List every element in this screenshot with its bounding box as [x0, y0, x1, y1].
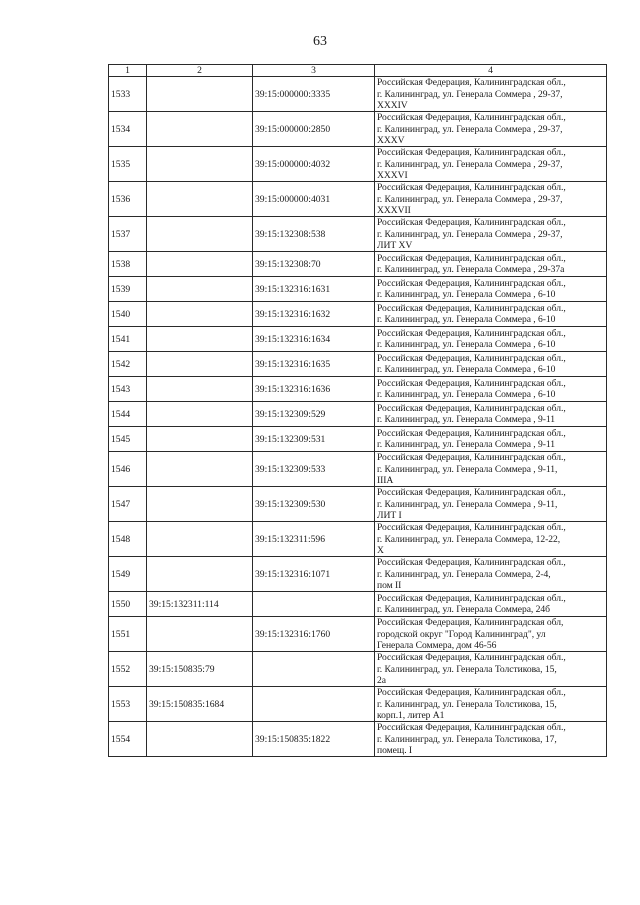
object-cadastral-number: 39:15:132316:1760 — [253, 617, 375, 652]
address-line: г. Калининград, ул. Генерала Соммера , 29-37, — [377, 158, 563, 170]
row-number: 1543 — [109, 377, 147, 402]
land-cadastral-number — [147, 217, 253, 252]
land-cadastral-number — [147, 182, 253, 217]
address-line: Российская Федерация, Калининградская обл., — [377, 522, 566, 534]
row-number: 1548 — [109, 522, 147, 557]
address-line: Российская Федерация, Калининградская обл., — [377, 182, 566, 194]
row-number: 1533 — [109, 77, 147, 112]
address-cell — [375, 217, 607, 252]
land-cadastral-number — [147, 487, 253, 522]
address-line: г. Калининград, ул. Генерала Соммера , 6-10 — [377, 339, 556, 351]
address-line: Российская Федерация, Калининградская обл., — [377, 328, 566, 339]
address-line: г. Калининград, ул. Генерала Соммера , 29-37, — [377, 123, 563, 135]
table-row — [109, 277, 607, 302]
land-cadastral-number — [147, 722, 253, 757]
object-cadastral-number: 39:15:132316:1635 — [253, 352, 375, 377]
address-line: городской округ "Город Калининград", ул — [377, 628, 546, 640]
land-cadastral-number — [147, 452, 253, 487]
object-cadastral-number — [253, 687, 375, 722]
land-cadastral-number: 39:15:150835:1684 — [147, 687, 253, 722]
row-number: 1550 — [109, 592, 147, 617]
table-header — [109, 65, 607, 77]
row-number: 1534 — [109, 112, 147, 147]
row-number: 1551 — [109, 617, 147, 652]
land-cadastral-number — [147, 427, 253, 452]
object-cadastral-number: 39:15:150835:1822 — [253, 722, 375, 757]
address-line: г. Калининград, ул. Генерала Соммера , 29-37, — [377, 193, 563, 205]
address-line: г. Калининград, ул. Генерала Соммера , 6-10 — [377, 289, 556, 301]
table-row — [109, 652, 607, 687]
table-row — [109, 722, 607, 757]
address-cell — [375, 252, 607, 277]
address-line: Российская Федерация, Калининградская обл., — [377, 403, 566, 414]
address-line: г. Калининград, ул. Генерала Соммера , 29-37, — [377, 88, 563, 100]
row-number: 1547 — [109, 487, 147, 522]
address-line: Генерала Соммера, дом 46-56 — [377, 639, 497, 651]
table-row — [109, 452, 607, 487]
table-row — [109, 487, 607, 522]
row-number: 1542 — [109, 352, 147, 377]
address-cell — [375, 77, 607, 112]
table-row — [109, 252, 607, 277]
address-line: г. Калининград, ул. Генерала Соммера , 6-10 — [377, 314, 556, 326]
address-line: XXXV — [377, 134, 405, 146]
object-cadastral-number: 39:15:132316:1632 — [253, 302, 375, 327]
address-cell — [375, 557, 607, 592]
table-row — [109, 112, 607, 147]
address-line: Российская Федерация, Калининградская обл., — [377, 112, 566, 124]
address-line: г. Калининград, ул. Генерала Соммера, 12-22, — [377, 533, 561, 545]
table-row — [109, 377, 607, 402]
address-line: г. Калининград, ул. Генерала Соммера , 6-10 — [377, 389, 556, 401]
address-cell — [375, 402, 607, 427]
page-number: 63 — [313, 34, 327, 49]
table-row — [109, 77, 607, 112]
address-line: Российская Федерация, Калининградская обл., — [377, 593, 566, 604]
address-line: Российская Федерация, Калининградская обл., — [377, 452, 566, 464]
object-cadastral-number: 39:15:132316:1071 — [253, 557, 375, 592]
address-line: 2а — [377, 674, 386, 686]
address-line: г. Калининград, ул. Генерала Соммера , 9-11 — [377, 439, 556, 451]
table-row — [109, 427, 607, 452]
object-cadastral-number: 39:15:000000:4031 — [253, 182, 375, 217]
address-line: Российская Федерация, Калининградская обл, — [377, 617, 564, 629]
address-line: Российская Федерация, Калининградская обл., — [377, 378, 566, 389]
object-cadastral-number: 39:15:132308:70 — [253, 252, 375, 277]
land-cadastral-number — [147, 522, 253, 557]
address-line: г. Калининград, ул. Генерала Соммера , 9-11 — [377, 414, 556, 426]
address-line: г. Калининград, ул. Генерала Толстикова, 15, — [377, 698, 557, 710]
land-cadastral-number — [147, 617, 253, 652]
land-cadastral-number — [147, 352, 253, 377]
land-cadastral-number — [147, 557, 253, 592]
land-cadastral-number: 39:15:132311:114 — [147, 592, 253, 617]
row-number: 1554 — [109, 722, 147, 757]
address-line: Российская Федерация, Калининградская обл., — [377, 217, 566, 229]
land-cadastral-number — [147, 252, 253, 277]
row-number: 1538 — [109, 252, 147, 277]
address-line: XXXVII — [377, 204, 411, 216]
address-line: Российская Федерация, Калининградская обл., — [377, 722, 566, 734]
table-row — [109, 327, 607, 352]
land-cadastral-number — [147, 147, 253, 182]
address-line: корп.1, литер А1 — [377, 709, 445, 721]
address-cell — [375, 182, 607, 217]
row-number: 1546 — [109, 452, 147, 487]
table-row — [109, 522, 607, 557]
header-row — [109, 65, 607, 77]
object-cadastral-number — [253, 652, 375, 687]
row-number: 1536 — [109, 182, 147, 217]
address-line: IIIA — [377, 474, 394, 486]
address-line: ЛИТ I — [377, 509, 402, 521]
address-cell — [375, 487, 607, 522]
table-row — [109, 147, 607, 182]
address-line: Российская Федерация, Калининградская обл., — [377, 652, 566, 664]
address-cell — [375, 592, 607, 617]
address-line: пом II — [377, 579, 402, 591]
object-cadastral-number: 39:15:000000:2850 — [253, 112, 375, 147]
table-row — [109, 302, 607, 327]
address-line: XXXVI — [377, 169, 408, 181]
object-cadastral-number: 39:15:132309:533 — [253, 452, 375, 487]
address-cell — [375, 302, 607, 327]
row-number: 1552 — [109, 652, 147, 687]
table-row — [109, 687, 607, 722]
object-cadastral-number: 39:15:132309:530 — [253, 487, 375, 522]
address-line: Российская Федерация, Калининградская обл., — [377, 487, 566, 499]
table-row — [109, 182, 607, 217]
address-line: Российская Федерация, Калининградская обл., — [377, 147, 566, 159]
row-number: 1540 — [109, 302, 147, 327]
address-cell — [375, 722, 607, 757]
address-cell — [375, 617, 607, 652]
address-line: ЛИТ XV — [377, 239, 413, 251]
row-number: 1539 — [109, 277, 147, 302]
address-cell — [375, 687, 607, 722]
table-row — [109, 592, 607, 617]
address-line: XXXIV — [377, 99, 408, 111]
address-line: г. Калининград, ул. Генерала Соммера , 29-37, — [377, 228, 563, 240]
object-cadastral-number: 39:15:132311:596 — [253, 522, 375, 557]
address-line: Российская Федерация, Калининградская обл., — [377, 303, 566, 314]
registry-table — [108, 64, 607, 757]
table-row — [109, 617, 607, 652]
row-number: 1541 — [109, 327, 147, 352]
object-cadastral-number: 39:15:000000:4032 — [253, 147, 375, 182]
address-cell — [375, 377, 607, 402]
land-cadastral-number — [147, 112, 253, 147]
object-cadastral-number: 39:15:132316:1631 — [253, 277, 375, 302]
table-row — [109, 402, 607, 427]
object-cadastral-number: 39:15:132316:1636 — [253, 377, 375, 402]
address-line: X — [377, 544, 384, 556]
header-col-4: 4 — [375, 65, 607, 77]
land-cadastral-number — [147, 402, 253, 427]
address-line: помещ. I — [377, 744, 413, 756]
row-number: 1537 — [109, 217, 147, 252]
row-number: 1545 — [109, 427, 147, 452]
table-row — [109, 557, 607, 592]
land-cadastral-number — [147, 277, 253, 302]
row-number: 1544 — [109, 402, 147, 427]
land-cadastral-number — [147, 77, 253, 112]
object-cadastral-number: 39:15:000000:3335 — [253, 77, 375, 112]
header-col-2: 2 — [147, 65, 253, 77]
row-number: 1553 — [109, 687, 147, 722]
address-line: г. Калининград, ул. Генерала Соммера , 9-11, — [377, 463, 558, 475]
land-cadastral-number — [147, 377, 253, 402]
object-cadastral-number — [253, 592, 375, 617]
address-line: Российская Федерация, Калининградская обл., — [377, 687, 566, 699]
address-line: г. Калининград, ул. Генерала Соммера , 6-10 — [377, 364, 556, 376]
address-cell — [375, 277, 607, 302]
address-line: г. Калининград, ул. Генерала Соммера, 24б — [377, 604, 550, 616]
address-cell — [375, 452, 607, 487]
address-line: г. Калининград, ул. Генерала Толстикова, 17, — [377, 733, 557, 745]
land-cadastral-number — [147, 302, 253, 327]
object-cadastral-number: 39:15:132309:531 — [253, 427, 375, 452]
address-cell — [375, 522, 607, 557]
address-cell — [375, 427, 607, 452]
address-line: Российская Федерация, Калининградская обл., — [377, 278, 566, 289]
address-line: г. Калининград, ул. Генерала Соммера , 29-37а — [377, 264, 565, 276]
object-cadastral-number: 39:15:132316:1634 — [253, 327, 375, 352]
address-line: Российская Федерация, Калининградская обл., — [377, 353, 566, 364]
address-line: г. Калининград, ул. Генерала Толстикова, 15, — [377, 663, 557, 675]
address-line: Российская Федерация, Калининградская обл., — [377, 557, 566, 569]
address-cell — [375, 327, 607, 352]
table-row — [109, 352, 607, 377]
address-line: Российская Федерация, Калининградская обл., — [377, 253, 566, 264]
header-col-3: 3 — [253, 65, 375, 77]
address-line: г. Калининград, ул. Генерала Соммера, 2-4, — [377, 568, 551, 580]
address-cell — [375, 147, 607, 182]
land-cadastral-number — [147, 327, 253, 352]
table-row — [109, 217, 607, 252]
row-number: 1549 — [109, 557, 147, 592]
address-cell — [375, 652, 607, 687]
land-cadastral-number: 39:15:150835:79 — [147, 652, 253, 687]
header-col-1: 1 — [109, 65, 147, 77]
address-line: Российская Федерация, Калининградская обл., — [377, 77, 566, 89]
row-number: 1535 — [109, 147, 147, 182]
address-line: г. Калининград, ул. Генерала Соммера , 9-11, — [377, 498, 558, 510]
object-cadastral-number: 39:15:132309:529 — [253, 402, 375, 427]
address-cell — [375, 352, 607, 377]
object-cadastral-number: 39:15:132308:538 — [253, 217, 375, 252]
table-body — [109, 77, 607, 757]
address-cell — [375, 112, 607, 147]
address-line: Российская Федерация, Калининградская обл., — [377, 428, 566, 439]
